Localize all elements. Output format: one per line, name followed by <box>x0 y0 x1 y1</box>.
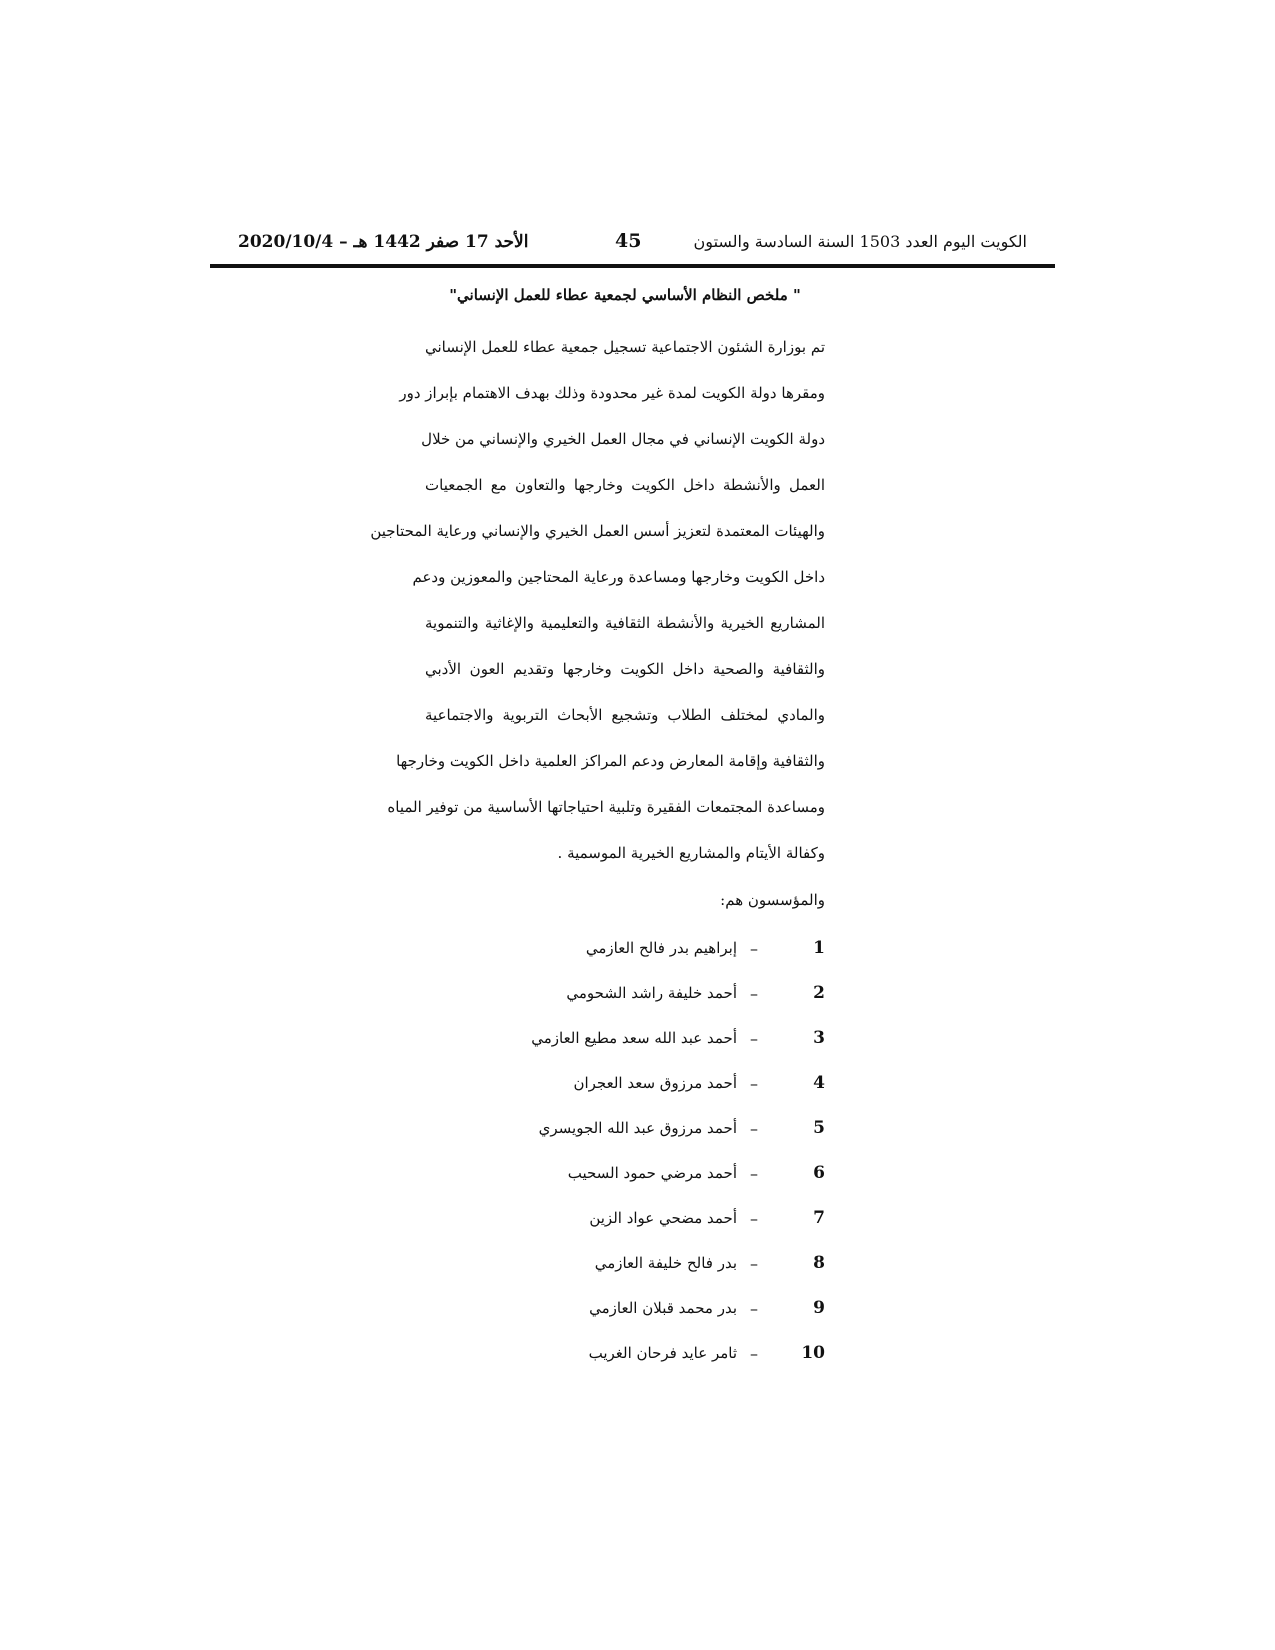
paragraph-line: ومساعدة المجتمعات الفقيرة وتلبية احتياجاتها الأساسية من توفير المياه <box>387 798 825 816</box>
founder-number: 6 <box>813 1163 825 1183</box>
founder-number: 1 <box>813 938 825 958</box>
founder-name: ثامر عايد فرحان الغريب <box>588 1344 737 1362</box>
founder-number: 7 <box>813 1208 825 1228</box>
list-dash: – <box>750 1299 758 1318</box>
paragraph-line: دولة الكويت الإنساني في مجال العمل الخيري والإنساني من خلال <box>421 430 825 448</box>
list-dash: – <box>750 984 758 1003</box>
founder-item <box>425 1061 825 1106</box>
document-body <box>370 280 825 1376</box>
list-dash: – <box>750 1119 758 1138</box>
founders-heading: والمؤسسون هم: <box>720 891 825 909</box>
paragraph-line: المشاريع الخيرية والأنشطة الثقافية والتعليمية والإغاثية والتنموية <box>425 614 825 632</box>
list-dash: – <box>750 1344 758 1363</box>
founder-item <box>425 926 825 971</box>
list-dash: – <box>750 1164 758 1183</box>
founder-number: 9 <box>813 1298 825 1318</box>
list-dash: – <box>750 1029 758 1048</box>
founder-name: بدر محمد قبلان العازمي <box>589 1299 737 1317</box>
paragraph-line: العمل والأنشطة داخل الكويت وخارجها والتعاون مع الجمعيات <box>425 476 825 494</box>
document-paragraph <box>370 324 825 876</box>
header-issue-info: الكويت اليوم العدد 1503 السنة السادسة والستون <box>693 232 1027 251</box>
founder-item <box>425 1286 825 1331</box>
founder-number: 8 <box>813 1253 825 1273</box>
document-title: " ملخص النظام الأساسي لجمعية عطاء للعمل الإنساني" <box>449 286 801 304</box>
list-dash: – <box>750 1074 758 1093</box>
founder-number: 10 <box>801 1343 825 1363</box>
paragraph-line: والمادي لمختلف الطلاب وتشجيع الأبحاث التربوية والاجتماعية <box>425 706 825 724</box>
founder-number: 4 <box>813 1073 825 1093</box>
founder-item <box>425 1196 825 1241</box>
founders-list <box>425 926 825 1376</box>
founder-item <box>425 1106 825 1151</box>
founder-name: أحمد مرزوق عبد الله الجويسري <box>538 1119 737 1137</box>
founder-item <box>425 1241 825 1286</box>
founder-item <box>425 1151 825 1196</box>
founder-item <box>425 1331 825 1376</box>
founder-name: إبراهيم بدر فالح العازمي <box>585 939 737 957</box>
founder-name: بدر فالح خليفة العازمي <box>594 1254 737 1272</box>
paragraph-line: ومقرها دولة الكويت لمدة غير محدودة وذلك بهدف الاهتمام بإبراز دور <box>399 384 825 402</box>
founder-name: أحمد عبد الله سعد مطيع العازمي <box>531 1029 737 1047</box>
paragraph-line: تم بوزارة الشئون الاجتماعية تسجيل جمعية عطاء للعمل الإنساني <box>425 338 825 356</box>
paragraph-line: وكفالة الأيتام والمشاريع الخيرية الموسمية . <box>557 844 825 862</box>
paragraph-line: والهيئات المعتمدة لتعزيز أسس العمل الخيري والإنساني ورعاية المحتاجين <box>370 522 825 540</box>
header-divider <box>210 264 1055 268</box>
founder-item <box>425 971 825 1016</box>
founder-number: 2 <box>813 983 825 1003</box>
page-number: 45 <box>615 230 642 252</box>
founder-name: أحمد مرضي حمود السحيب <box>567 1164 737 1182</box>
page-header <box>210 232 1055 262</box>
founder-name: أحمد مضحي عواد الزين <box>589 1209 737 1227</box>
header-date: الأحد 17 صفر 1442 هـ – 2020/10/4 <box>238 232 529 252</box>
list-dash: – <box>750 939 758 958</box>
paragraph-line: والثقافية والصحية داخل الكويت وخارجها وتقديم العون الأدبي <box>425 660 825 678</box>
founder-name: أحمد خليفة راشد الشحومي <box>566 984 737 1002</box>
founder-item <box>425 1016 825 1061</box>
paragraph-line: والثقافية وإقامة المعارض ودعم المراكز العلمية داخل الكويت وخارجها <box>396 752 825 770</box>
list-dash: – <box>750 1209 758 1228</box>
paragraph-line: داخل الكويت وخارجها ومساعدة ورعاية المحتاجين والمعوزين ودعم <box>412 568 825 586</box>
list-dash: – <box>750 1254 758 1273</box>
founder-number: 5 <box>813 1118 825 1138</box>
founder-number: 3 <box>813 1028 825 1048</box>
founder-name: أحمد مرزوق سعد العجران <box>573 1074 737 1092</box>
